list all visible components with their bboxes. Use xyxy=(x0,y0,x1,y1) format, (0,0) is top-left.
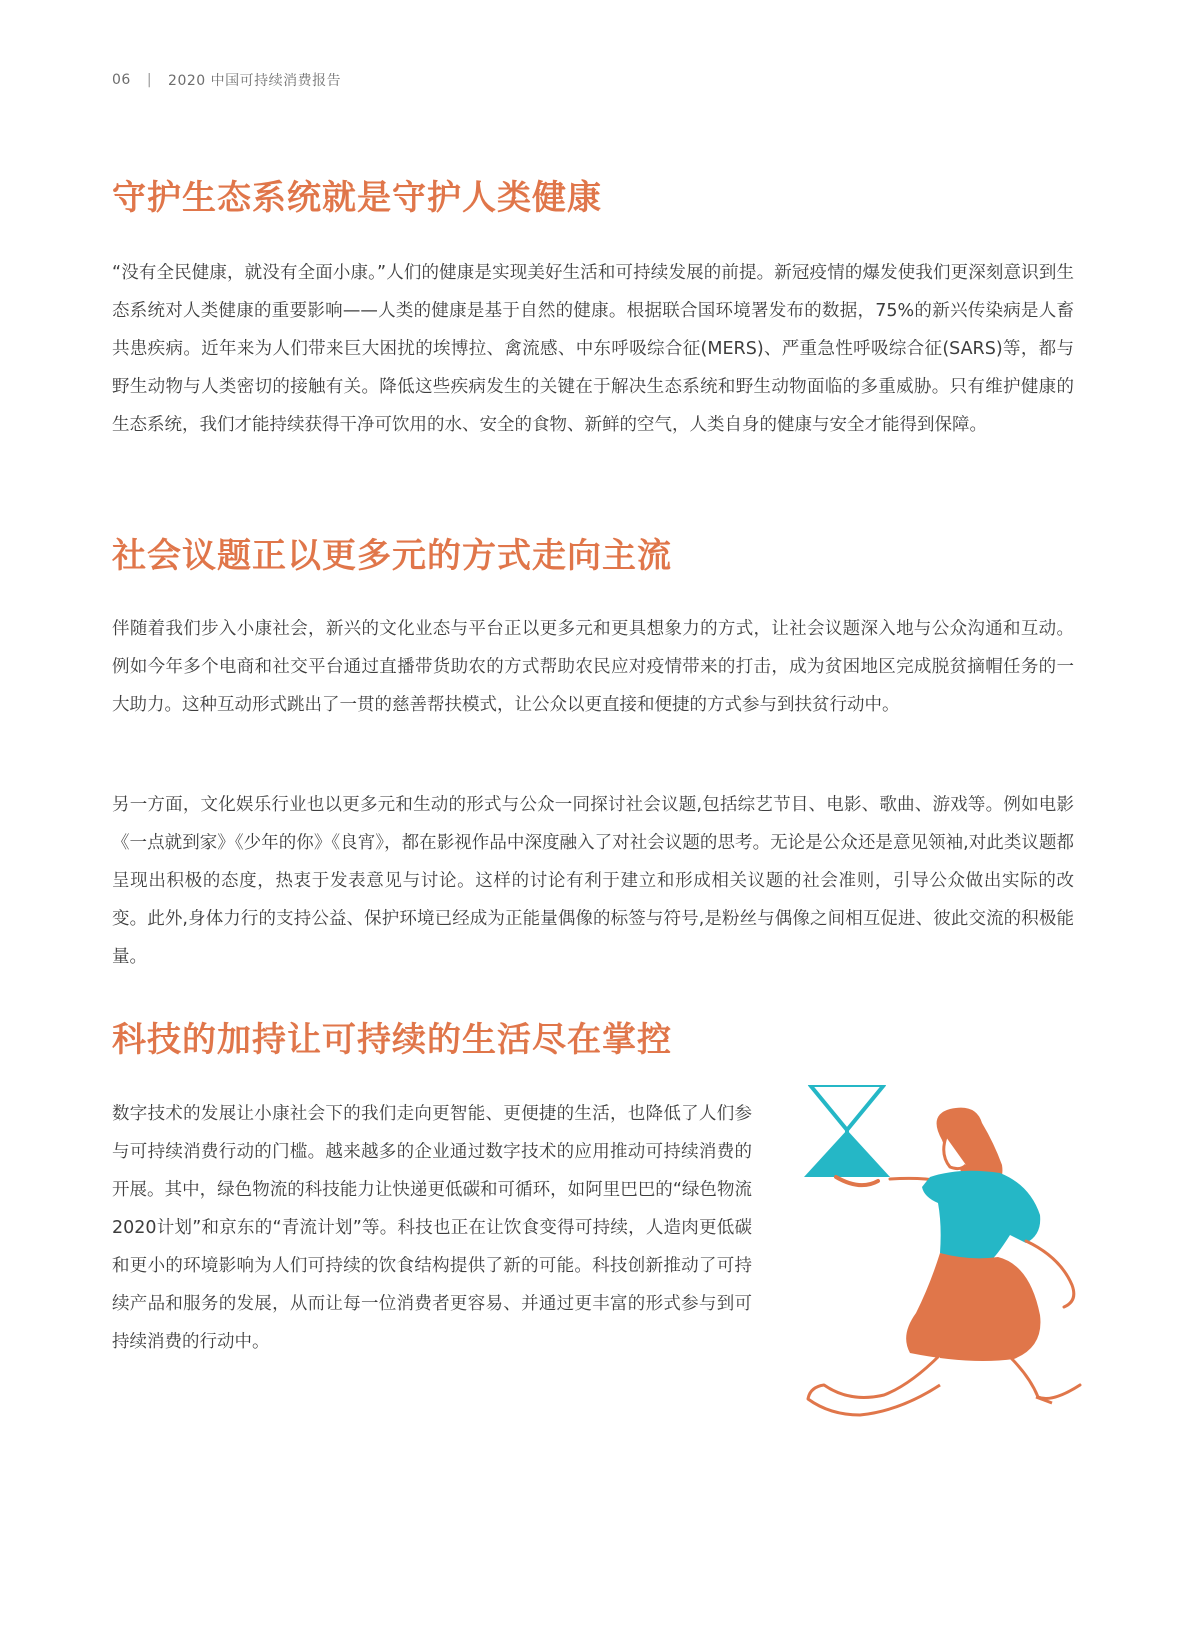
section-title-technology: 科技的加持让可持续的生活尽在掌控 xyxy=(112,1020,672,1060)
report-title: 2020 中国可持续消费报告 xyxy=(168,73,342,89)
page-number: 06 xyxy=(112,72,131,88)
woman-carrying-hourglass-illustration xyxy=(790,1085,1090,1445)
woman-carrying-hourglass-icon xyxy=(790,1085,1090,1445)
section-title-social-issues: 社会议题正以更多元的方式走向主流 xyxy=(112,536,672,576)
section-paragraph: 另一方面，文化娱乐行业也以更多元和生动的形式与公众一同探讨社会议题,包括综艺节目、电影、歌曲、游戏等。例如电影《一点就到家》《少年的你》《良宵》，都在影视作品中深度融入了对社会议题的思考。无论是公众还是意见领袖,对此类议题都呈现出积极的态度，热衷于发表意见与讨论。这样的讨论有利于建立和形成相关议题的社会准则，引导公众做出实际的改变。此外,身体力行的支持公益、保护环境已经成为正能量偶像的标签与符号,是粉丝与偶像之间相互促进、彼此交流的积极能量。 xyxy=(112,795,1074,967)
section-title-ecosystem-health: 守护生态系统就是守护人类健康 xyxy=(112,178,602,218)
header-separator: | xyxy=(146,72,153,88)
page-header xyxy=(112,70,341,90)
section-paragraph: 数字技术的发展让小康社会下的我们走向更智能、更便捷的生活，也降低了人们参与可持续消费行动的门槛。越来越多的企业通过数字技术的应用推动可持续消费的开展。其中，绿色物流的科技能力让快递更低碳和可循环，如阿里巴巴的“绿色物流2020计划”和京东的“青流计划”等。科技也正在让饮食变得可持续，人造肉更低碳和更小的环境影响为人们可持续的饮食结构提供了新的可能。科技创新推动了可持续产品和服务的发展，从而让每一位消费者更容易、并通过更丰富的形式参与到可持续消费的行动中。 xyxy=(112,1104,752,1352)
section-paragraph: 伴随着我们步入小康社会，新兴的文化业态与平台正以更多元和更具想象力的方式，让社会议题深入地与公众沟通和互动。例如今年多个电商和社交平台通过直播带货助农的方式帮助农民应对疫情带来的打击，成为贫困地区完成脱贫摘帽任务的一大助力。这种互动形式跳出了一贯的慈善帮扶模式，让公众以更直接和便捷的方式参与到扶贫行动中。 xyxy=(112,619,1074,715)
section-paragraph: “没有全民健康，就没有全面小康。”人们的健康是实现美好生活和可持续发展的前提。新冠疫情的爆发使我们更深刻意识到生态系统对人类健康的重要影响——人类的健康是基于自然的健康。根据联合国环境署发布的数据，75%的新兴传染病是人畜共患疾病。近年来为人们带来巨大困扰的埃博拉、禽流感、中东呼吸综合征(MERS)、严重急性呼吸综合征(SARS)等，都与野生动物与人类密切的接触有关。降低这些疾病发生的关键在于解决生态系统和野生动物面临的多重威胁。只有维护健康的生态系统，我们才能持续获得干净可饮用的水、安全的食物、新鲜的空气，人类自身的健康与安全才能得到保障。 xyxy=(112,263,1074,435)
